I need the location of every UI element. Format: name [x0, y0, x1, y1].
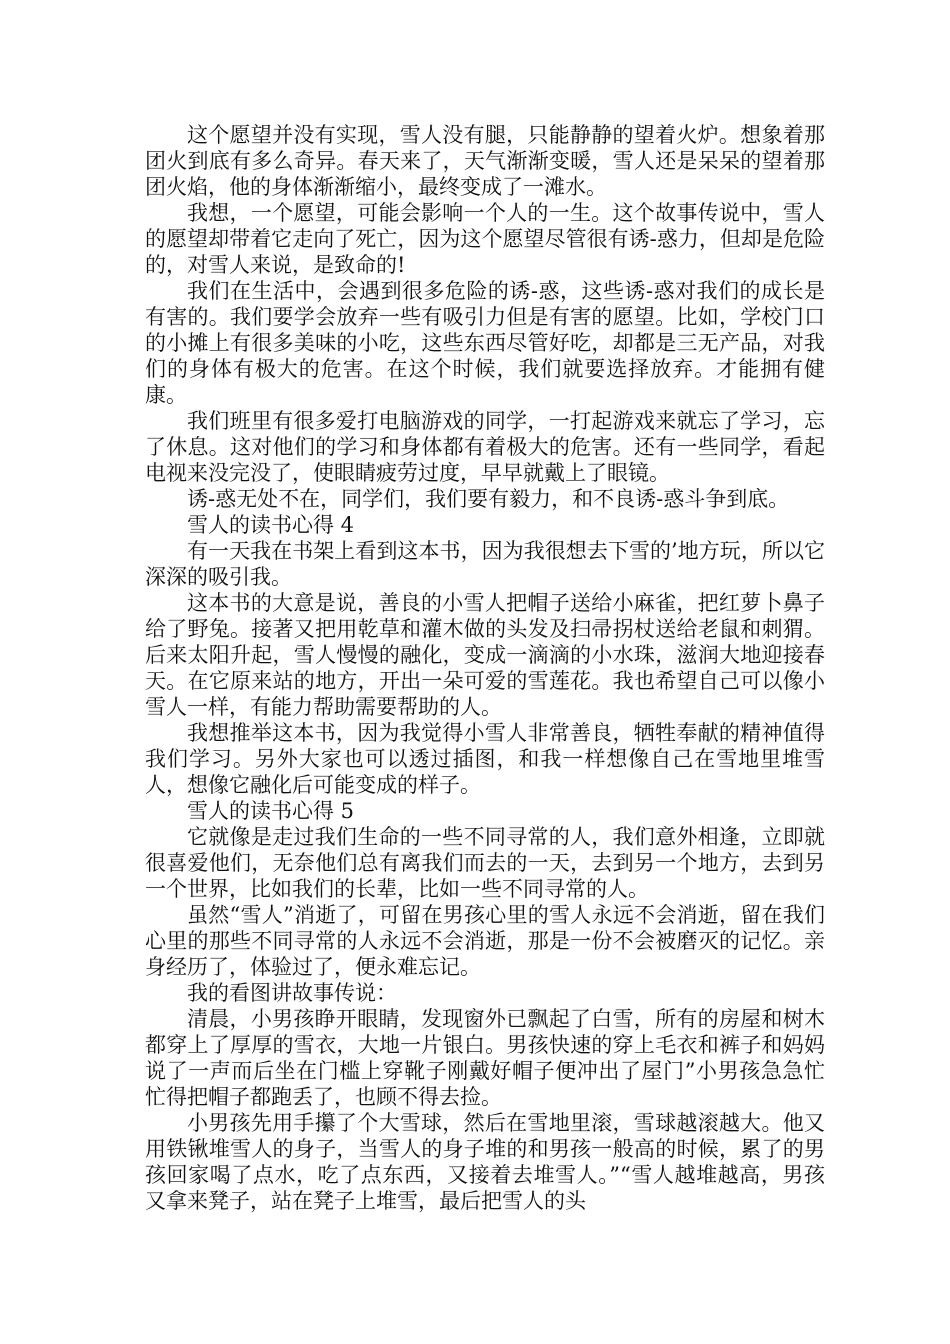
paragraph: 这本书的大意是说，善良的小雪人把帽子送给小麻雀，把红萝卜鼻子给了野兔。接著又把用乾草和灌木做的头发及扫帚拐杖送给老鼠和刺猬。后来太阳升起，雪人慢慢的融化，变成一滴滴的小水珠，滋润大地迎接春天。在它原来站的地方，开出一朵可爱的雪莲花。我也希望自己可以像小雪人一样，有能力帮助需要帮助的人。	[145, 591, 825, 719]
paragraph: 我们班里有很多爱打电脑游戏的同学，一打起游戏来就忘了学习，忘了休息。这对他们的学习和身体都有着极大的危害。还有一些同学，看起电视来没完没了，使眼睛疲劳过度，早早就戴上了眼镜。	[145, 409, 825, 485]
paragraph: 我们在生活中，会遇到很多危险的诱-惑，这些诱-惑对我们的成长是有害的。我们要学会放弃一些有吸引力但是有害的愿望。比如，学校门口的小摊上有很多美味的小吃，这些东西尽管好吃，却都是三无产品，对我们的身体有极大的危害。在这个时候，我们就要选择放弃。才能拥有健康。	[145, 279, 825, 407]
paragraph: 有一天我在书架上看到这本书，因为我很想去下雪的’地方玩，所以它深深的吸引我。	[145, 539, 825, 589]
paragraph: 这个愿望并没有实现，雪人没有腿，只能静静的望着火炉。想象着那团火到底有多么奇异。春天来了，天气渐渐变暖，雪人还是呆呆的望着那团火焰，他的身体渐渐缩小，最终变成了一滩水。	[145, 123, 825, 199]
paragraph: 我想推举这本书，因为我觉得小雪人非常善良，牺牲奉献的精神值得我们学习。另外大家也可以透过插图，和我一样想像自己在雪地里堆雪人，想像它融化后可能变成的样子。	[145, 721, 825, 797]
paragraph: 它就像是走过我们生命的一些不同寻常的人，我们意外相逢，立即就很喜爱他们，无奈他们总有离我们而去的一天，去到另一个地方，去到另一个世界，比如我们的长辈，比如一些不同寻常的人。	[145, 825, 825, 901]
paragraph: 我的看图讲故事传说：	[187, 981, 397, 1005]
paragraph: 诱-惑无处不在，同学们，我们要有毅力，和不良诱-惑斗争到底。	[187, 487, 790, 511]
paragraph: 小男孩先用手攥了个大雪球，然后在雪地里滚，雪球越滚越大。他又用铁锹堆雪人的身子，当雪人的身子堆的和男孩一般高的时候，累了的男孩回家喝了点水，吃了点东西，又接着去堆雪人。”“雪人越堆越高，男孩又拿来凳子，站在凳子上堆雪，最后把雪人的头	[145, 1111, 825, 1213]
paragraph: 我想，一个愿望，可能会影响一个人的一生。这个故事传说中，雪人的愿望却带着它走向了死亡，因为这个愿望尽管很有诱-惑力，但却是危险的，对雪人来说，是致命的!	[145, 201, 825, 277]
paragraph: 虽然“雪人”消逝了，可留在男孩心里的雪人永远不会消逝，留在我们心里的那些不同寻常的人永远不会消逝，那是一份不会被磨灭的记忆。亲身经历了，体验过了，便永难忘记。	[145, 903, 825, 979]
section-heading: 雪人的读书心得 5	[187, 799, 355, 823]
paragraph: 清晨，小男孩睁开眼睛，发现窗外已飘起了白雪，所有的房屋和树木都穿上了厚厚的雪衣，大地一片银白。男孩快速的穿上毛衣和裤子和妈妈说了一声而后坐在门槛上穿靴子刚戴好帽子便冲出了屋门”小男孩急急忙忙得把帽子都跑丢了，也顾不得去捡。	[145, 1007, 825, 1109]
section-heading: 雪人的读书心得 4	[187, 513, 355, 537]
document-page	[145, 122, 825, 1214]
